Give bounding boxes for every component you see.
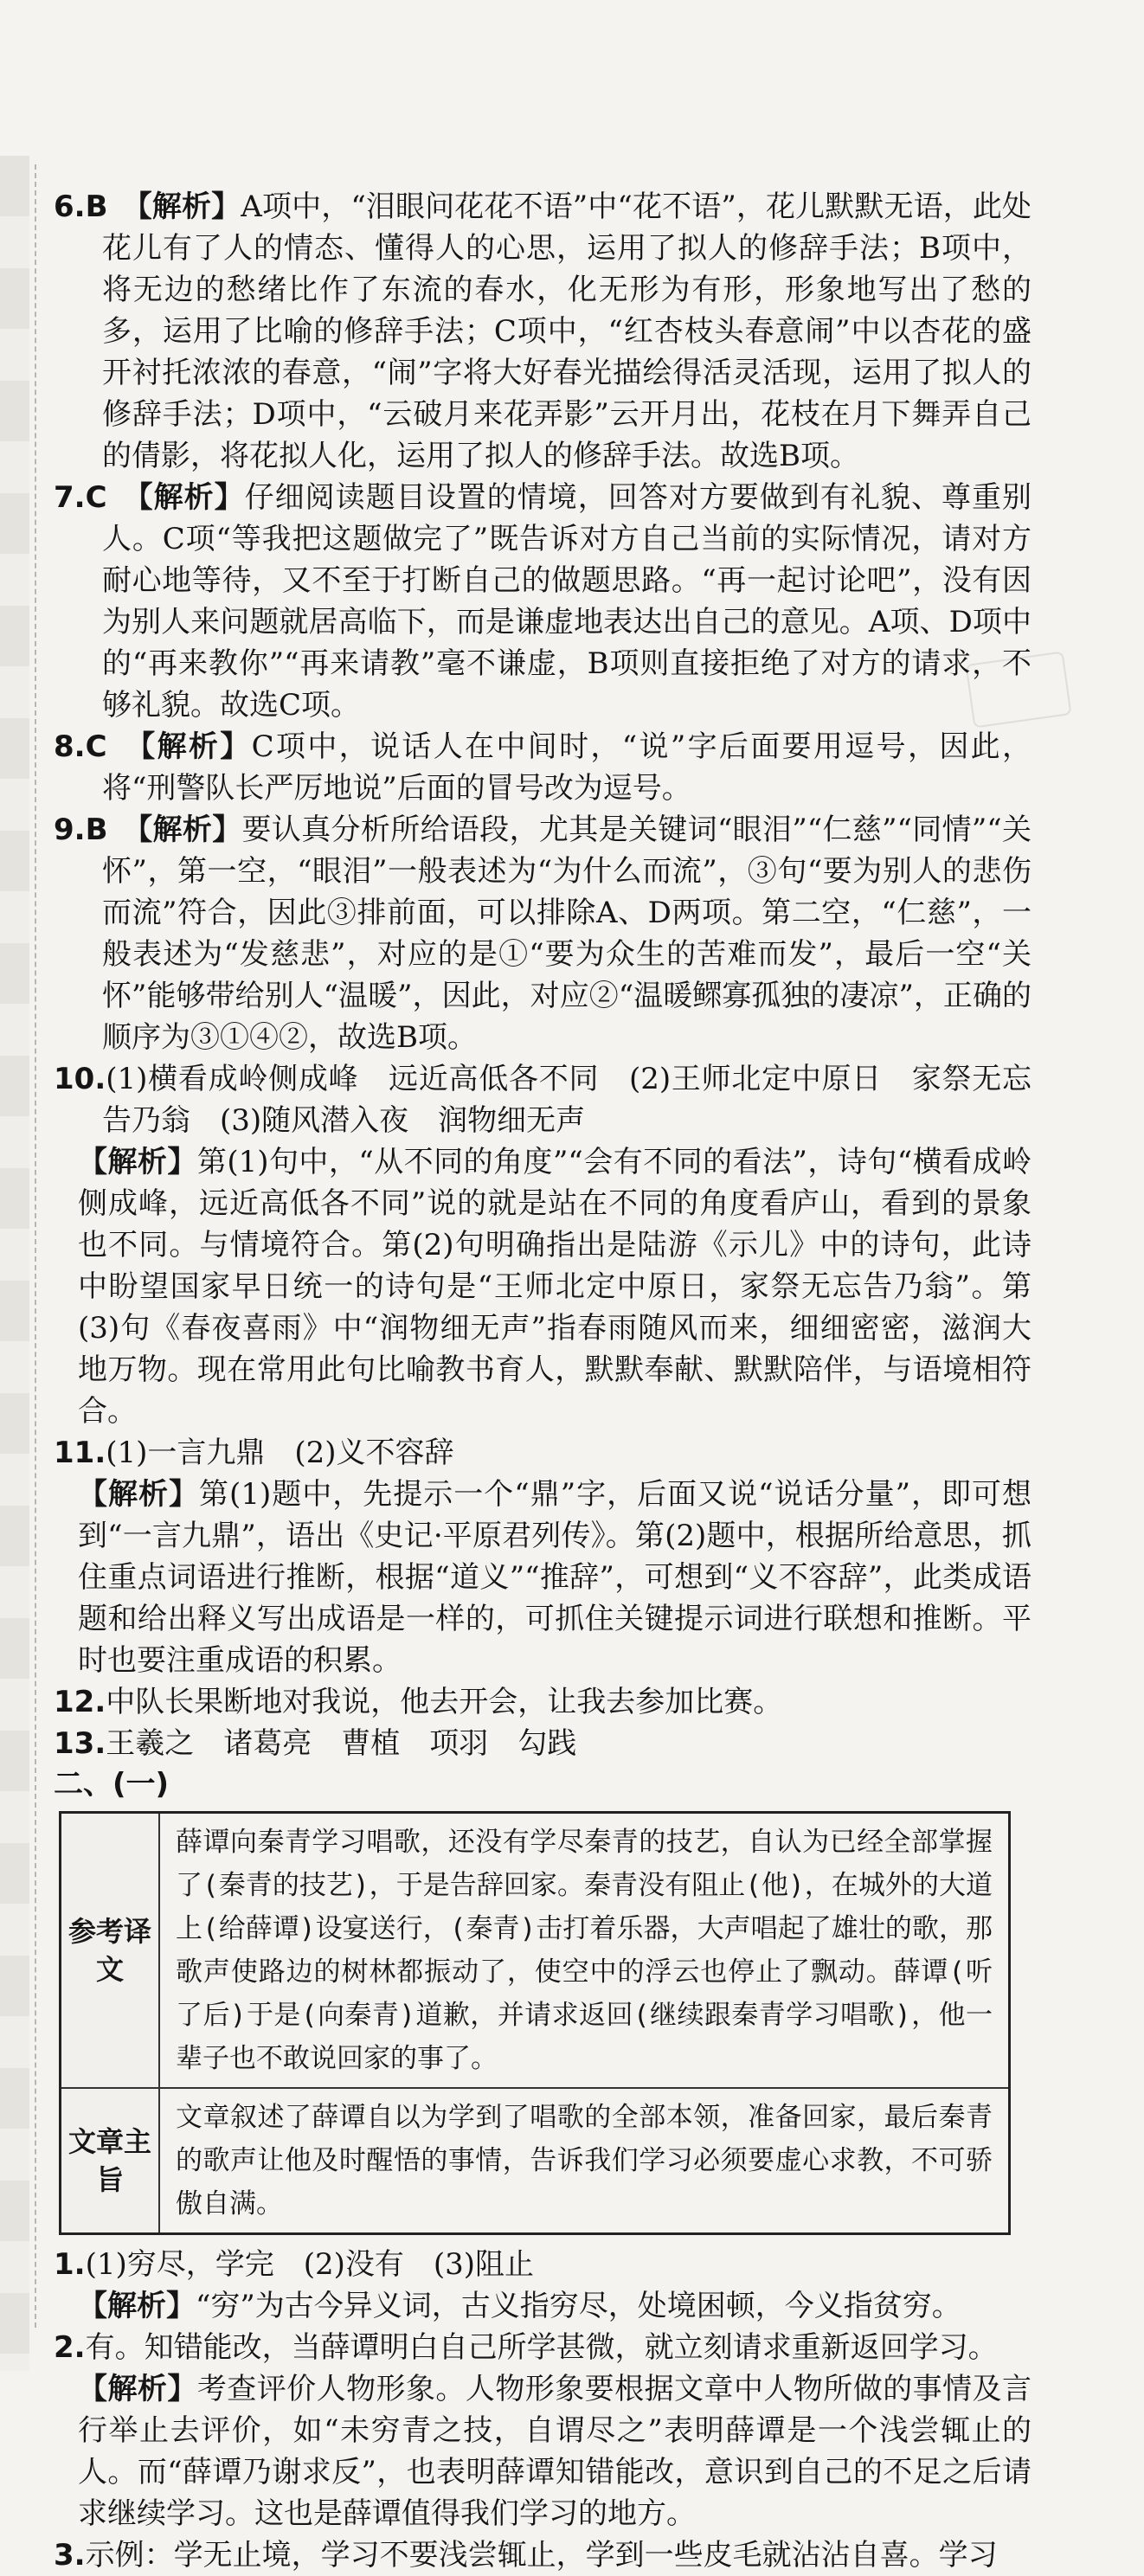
translation-text: 薛谭向秦青学习唱歌，还没有学尽秦青的技艺，自认为已经全部掌握了(秦青的技艺)，于是告辞回家。秦青没有阻止(他)，在城外的大道上(给薛谭)设宴送行，(秦青)击打着乐器，大声唱起了雄壮的歌，那歌声使路边的树林都振动了，使空中的浮云也停止了飘动。薛谭(听了后)于是(向秦青)道歉，并请求返回(继续跟秦青学习唱歌)，他一辈子也不敢说回家的事了。 (159, 1813, 1010, 2089)
analysis-tag: 【解析】 (78, 1477, 200, 1512)
item-answer: (1)横看成岭侧成峰 远近高低各不同 (2)王师北定中原日 家祭无忘告乃翁 (3)随风潜入夜 润物细无声 (102, 1062, 1032, 1138)
item-number: 11. (54, 1436, 106, 1470)
analysis-text: 要认真分析所给语段，尤其是关键词“眼泪”“仁慈”“同情”“关怀”，第一空，“眼泪”一般表述为“为什么而流”，③句“要为别人的悲伤而流”符合，因此③排前面，可以排除A、D两项。第二空，“仁慈”，一般表述为“发慈悲”，对应的是①“要为众生的苦难而发”，最后一空“关怀”能够带给别人“温暖”，因此，对应②“温暖鳏寡孤独的凄凉”，正确的顺序为③①④②，故选B项。 (102, 813, 1032, 1055)
item-answer: C (85, 729, 107, 764)
item-number: 2. (54, 2330, 86, 2365)
analysis-text: 考查评价人物形象。人物形象要根据文章中人物所做的事情及言行举止去评价，如“未穷青之技，自谓尽之”表明薛谭是一个浅尝辄止的人。而“薛谭乃谢求反”，也表明薛谭知错能改，意识到自己的不足之后请求继续学习。这也是薛谭值得我们学习的地方。 (78, 2372, 1032, 2531)
analysis-tag: 【解析】 (140, 729, 252, 764)
translation-label: 参考译文 (61, 1813, 160, 2089)
question-3 (54, 2534, 1032, 2576)
section-title: 二、(一) (54, 1767, 170, 1802)
analysis-tag: 【解析】 (78, 2372, 197, 2406)
analysis-tag: 【解析】 (138, 813, 242, 847)
analysis-text: A项中，“泪眼问花花不语”中“花不语”，花儿默默无语，此处花儿有了人的情态、懂得人的心思，运用了拟人的修辞手法；B项中，将无边的愁绪比作了东流的春水，化无形为有形，形象地写出了愁的多，运用了比喻的修辞手法；C项中，“红杏枝头春意闹”中以杏花的盛开衬托浓浓的春意，“闹”字将大好春光描绘得活灵活现，运用了拟人的修辞手法；D项中，“云破月来花弄影”云开月出，花枝在月下舞弄自己的倩影，将花拟人化，运用了拟人的修辞手法。故选B项。 (102, 190, 1032, 473)
analysis-text: “穷”为古今异义词，古义指穷尽，处境困顿，今义指贫穷。 (196, 2289, 961, 2323)
theme-label: 文章主旨 (61, 2088, 160, 2234)
item-answer: C (85, 480, 107, 515)
item-number: 13. (54, 1726, 106, 1761)
item-number: 12. (54, 1685, 106, 1719)
reference-box (59, 1811, 1011, 2235)
item-number: 7. (54, 480, 86, 515)
question-1-analysis (54, 2285, 1032, 2327)
analysis-tag: 【解析】 (78, 2289, 196, 2323)
answer-item-10 (54, 1058, 1032, 1141)
analysis-text: 第(1)句中，“从不同的角度”“会有不同的看法”，诗句“横看成岭侧成峰，远近高低各不同”说的就是站在不同的角度看庐山，看到的景象也不同。与情境符合。第(2)句明确指出是陆游《示儿》中的诗句，此诗中盼望国家早日统一的诗句是“王师北定中原日，家祭无忘告乃翁”。第(3)句《春夜喜雨》中“润物细无声”指春雨随风而来，细细密密，滋润大地万物。现在常用此句比喻教书育人，默默奉献、默默陪伴，与语境相符合。 (78, 1145, 1032, 1429)
analysis-text: C项中，说话人在中间时，“说”字后面要用逗号，因此，将“刑警队长严厉地说”后面的冒号改为逗号。 (102, 729, 1032, 806)
analysis-tag: 【解析】 (138, 480, 245, 515)
answer-item-12 (54, 1681, 1032, 1723)
item-number: 9. (54, 813, 86, 847)
analysis-tag: 【解析】 (137, 190, 241, 224)
theme-text: 文章叙述了薛谭自以为学到了唱歌的全部本领，准备回家，最后秦青的歌声让他及时醒悟的事情，告诉我们学习必须要虚心求教，不可骄傲自满。 (159, 2088, 1010, 2234)
binding-strip (0, 156, 29, 2371)
question-1 (54, 2244, 1032, 2285)
theme-row (61, 2088, 1010, 2234)
binding-cut-line (35, 164, 36, 2328)
analysis-tag: 【解析】 (78, 1145, 197, 1179)
question-2 (54, 2327, 1032, 2368)
item-answer: 示例：学无止境，学习不要浅尝辄止，学到一些皮毛就沾沾自喜。学习 (85, 2538, 998, 2573)
item-answer: 有。知错能改，当薛谭明白自己所学甚微，就立刻请求重新返回学习。 (85, 2330, 998, 2365)
answer-item-10-analysis (54, 1141, 1032, 1432)
item-number: 10. (54, 1062, 106, 1096)
analysis-text: 仔细阅读题目设置的情境，回答对方要做到有礼貌、尊重别人。C项“等我把这题做完了”既告诉对方自己当前的实际情况，请对方耐心地等待，又不至于打断自己的做题思路。“再一起讨论吧”，没有因为别人来问题就居高临下，而是谦虚地表达出自己的意见。A项、D项中的“再来教你”“再来请教”毫不谦虚，B项则直接拒绝了对方的请求，不够礼貌。故选C项。 (102, 480, 1032, 723)
answer-item-9 (54, 809, 1032, 1058)
question-2-analysis (54, 2368, 1032, 2534)
answer-content (54, 186, 1032, 2576)
answer-item-8 (54, 726, 1032, 809)
answer-item-6 (54, 186, 1032, 477)
item-answer: B (85, 190, 108, 224)
item-number: 3. (54, 2538, 86, 2573)
item-answer: (1)穷尽，学完 (2)没有 (3)阻止 (85, 2247, 535, 2282)
item-number: 1. (54, 2247, 86, 2282)
translation-row (61, 1813, 1010, 2089)
item-number: 6. (54, 190, 86, 224)
answer-item-11 (54, 1432, 1032, 1474)
analysis-text: 第(1)题中，先提示一个“鼎”字，后面又说“说话分量”，即可想到“一言九鼎”，语出《史记·平原君列传》。第(2)题中，根据所给意思，抓住重点词语进行推断，根据“道义”“推辞”，可想到“义不容辞”，此类成语题和给出释义写出成语是一样的，可抓住关键提示词进行联想和推断。平时也要注重成语的积累。 (78, 1477, 1032, 1678)
item-answer: B (85, 813, 108, 847)
item-answer: (1)一言九鼎 (2)义不容辞 (106, 1436, 454, 1470)
item-number: 8. (54, 729, 86, 764)
answer-item-13 (54, 1723, 1032, 1764)
answer-item-11-analysis (54, 1474, 1032, 1681)
item-answer: 王羲之 诸葛亮 曹植 项羽 勾践 (106, 1726, 577, 1761)
item-answer: 中队长果断地对我说，他去开会，让我去参加比赛。 (106, 1685, 783, 1719)
answer-item-7 (54, 477, 1032, 726)
